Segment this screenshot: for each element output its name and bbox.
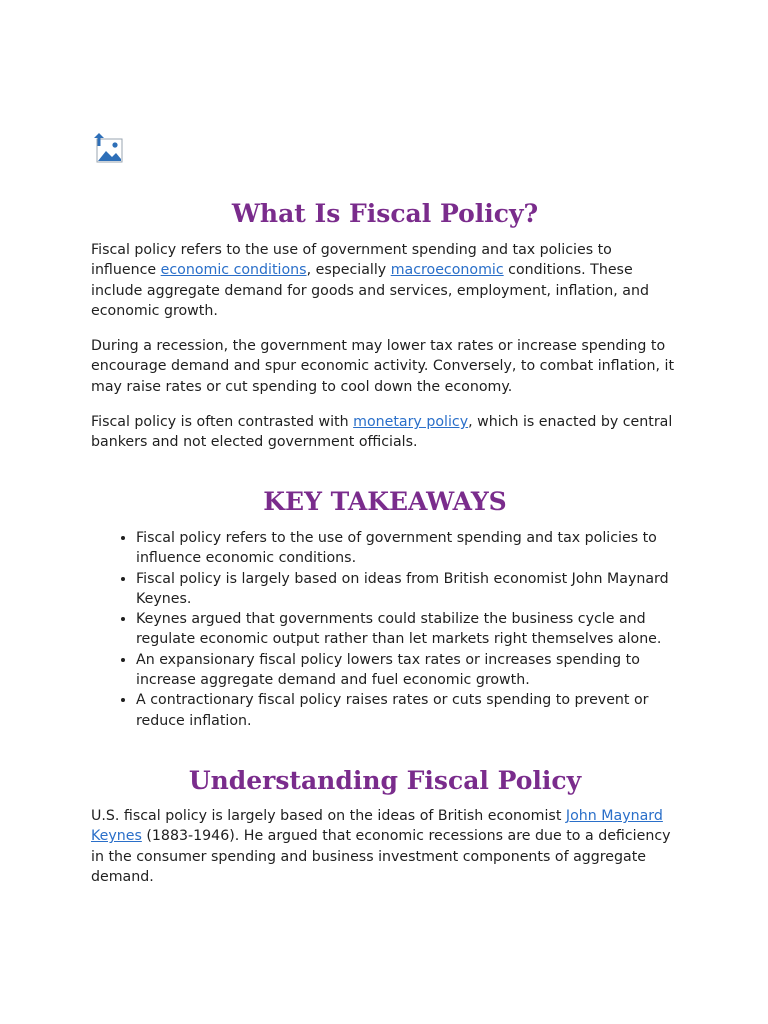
list-item: • An expansionary fiscal policy lowers tax rates or increases spending to increase aggregate demand and fuel economic growth. — [136, 650, 681, 691]
takeaways-list — [91, 528, 681, 731]
list-item: • Keynes argued that governments could stabilize the business cycle and regulate economic output rather than let markets right themselves alone. — [136, 609, 681, 650]
heading-understanding-fiscal-policy: Understanding Fiscal Policy — [188, 766, 582, 795]
text: U.S. fiscal policy is largely based on the ideas of British economist — [91, 808, 566, 824]
text: , which is enacted by central bankers and not elected government officials. — [91, 414, 673, 451]
list-item: • A contractionary fiscal policy raises rates or cuts spending to prevent or reduce inflation. — [136, 690, 681, 731]
paragraph-monetary-contrast — [91, 412, 681, 453]
list-item: • Fiscal policy is largely based on ideas from British economist John Maynard Keynes. — [136, 569, 681, 610]
link-john-maynard-keynes[interactable]: John Maynard Keynes — [91, 808, 663, 845]
text: conditions. These include aggregate demand for goods and services, employment, inflation, and economic growth. — [91, 262, 649, 319]
paragraph-definition — [91, 240, 681, 321]
broken-image-icon — [91, 131, 125, 165]
text: Fiscal policy refers to the use of government spending and tax policies to influence — [91, 242, 612, 279]
text: Fiscal policy is often contrasted with — [91, 414, 354, 430]
text: (1883-1946). He argued that economic recessions are due to a deficiency in the consumer spending and business investment components of aggregate demand. — [91, 828, 671, 885]
paragraph-keynes — [91, 806, 681, 887]
link-economic-conditions[interactable]: economic conditions — [160, 262, 307, 279]
list-item: • Fiscal policy refers to the use of government spending and tax policies to influence economic conditions. — [136, 528, 681, 569]
heading-what-is-fiscal-policy: What Is Fiscal Policy? — [231, 199, 539, 228]
heading-key-takeaways: KEY TAKEAWAYS — [263, 487, 507, 516]
text: , especially — [306, 262, 391, 279]
link-macroeconomic[interactable]: macroeconomic — [390, 262, 504, 279]
paragraph-recession: During a recession, the government may lower tax rates or increase spending to encourage demand and spur economic activity. Conversely, to combat inflation, it may raise rates or cut spending to cool down the economy. — [91, 338, 675, 395]
link-monetary-policy[interactable]: monetary policy — [353, 414, 469, 430]
